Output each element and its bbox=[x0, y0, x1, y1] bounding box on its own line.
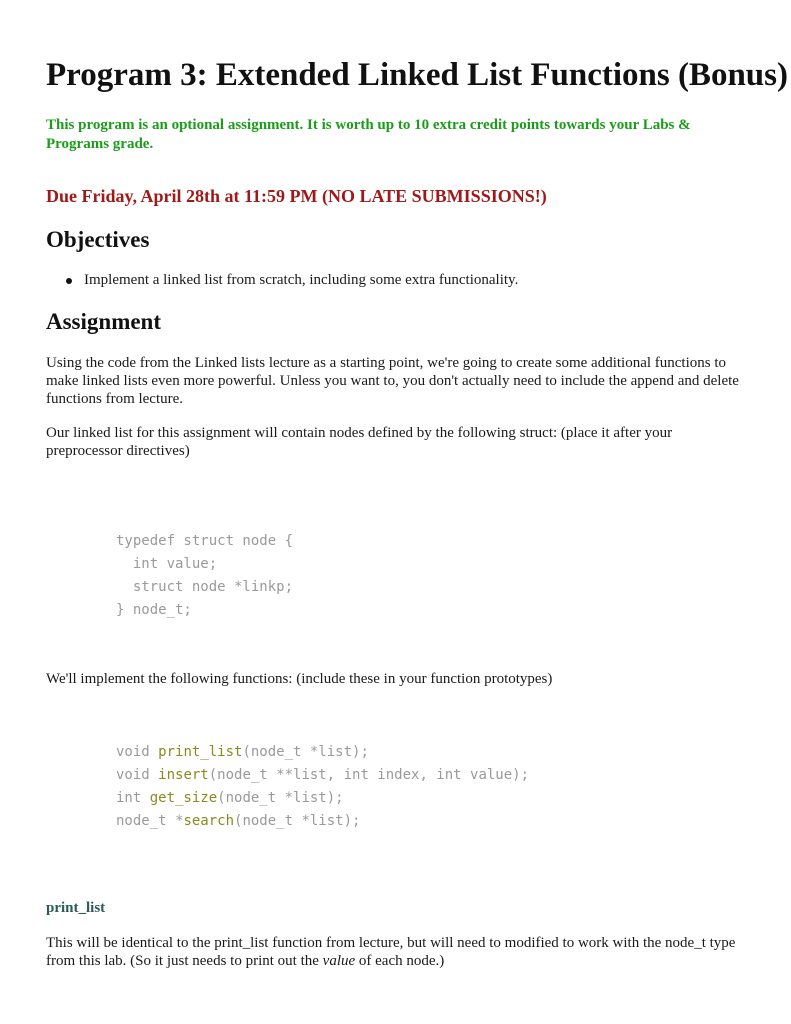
code-line: } node_t; bbox=[116, 602, 192, 618]
objectives-heading: Objectives bbox=[46, 227, 150, 252]
functions-intro-paragraph: We'll implement the following functions: (include these in your function prototypes) bbox=[46, 671, 553, 687]
struct-code-block bbox=[116, 530, 293, 622]
code-line: struct node *linkp; bbox=[116, 579, 294, 595]
objectives-list bbox=[46, 271, 518, 290]
prototype-line: void print_list(node_t *list); bbox=[116, 744, 369, 760]
assignment-heading: Assignment bbox=[46, 309, 162, 334]
print-list-description: This will be identical to the print_list function from lecture, but will need to modified to work with the node_t type from this lab. (So it just needs to print out the value of each node.) bbox=[46, 935, 736, 969]
function-name: print_list bbox=[158, 744, 243, 760]
bullet-icon bbox=[66, 278, 72, 284]
prototype-line: int get_size(node_t *list); bbox=[116, 790, 344, 806]
prototypes-code-block bbox=[116, 741, 529, 833]
prototype-line: void insert(node_t **list, int index, int value); bbox=[116, 767, 530, 783]
due-date: Due Friday, April 28th at 11:59 PM (NO LATE SUBMISSIONS!) bbox=[46, 186, 547, 206]
prototype-line: node_t *search(node_t *list); bbox=[116, 813, 361, 829]
assignment-intro-paragraph: Using the code from the Linked lists lecture as a starting point, we're going to create some additional functions to make linked lists even more powerful. Unless you want to, you don't actually need to include the append and delete functions from lecture. bbox=[46, 355, 739, 407]
list-item bbox=[46, 271, 518, 290]
optional-assignment-note: This program is an optional assignment. It is worth up to 10 extra credit points towards your Labs & Programs grade. bbox=[46, 117, 691, 152]
function-name: get_size bbox=[149, 790, 218, 806]
emphasized-word: value bbox=[322, 953, 356, 969]
print-list-heading: print_list bbox=[46, 900, 106, 916]
code-line: typedef struct node { bbox=[116, 533, 294, 549]
function-name: search bbox=[183, 813, 235, 829]
struct-intro-paragraph: Our linked list for this assignment will contain nodes defined by the following struct: (place it after your preprocessor directives) bbox=[46, 425, 673, 459]
page-title: Program 3: Extended Linked List Functions (Bonus) bbox=[46, 57, 788, 93]
code-line: int value; bbox=[116, 556, 218, 572]
function-name: insert bbox=[158, 767, 209, 783]
objective-text: Implement a linked list from scratch, including some extra functionality. bbox=[84, 272, 519, 288]
